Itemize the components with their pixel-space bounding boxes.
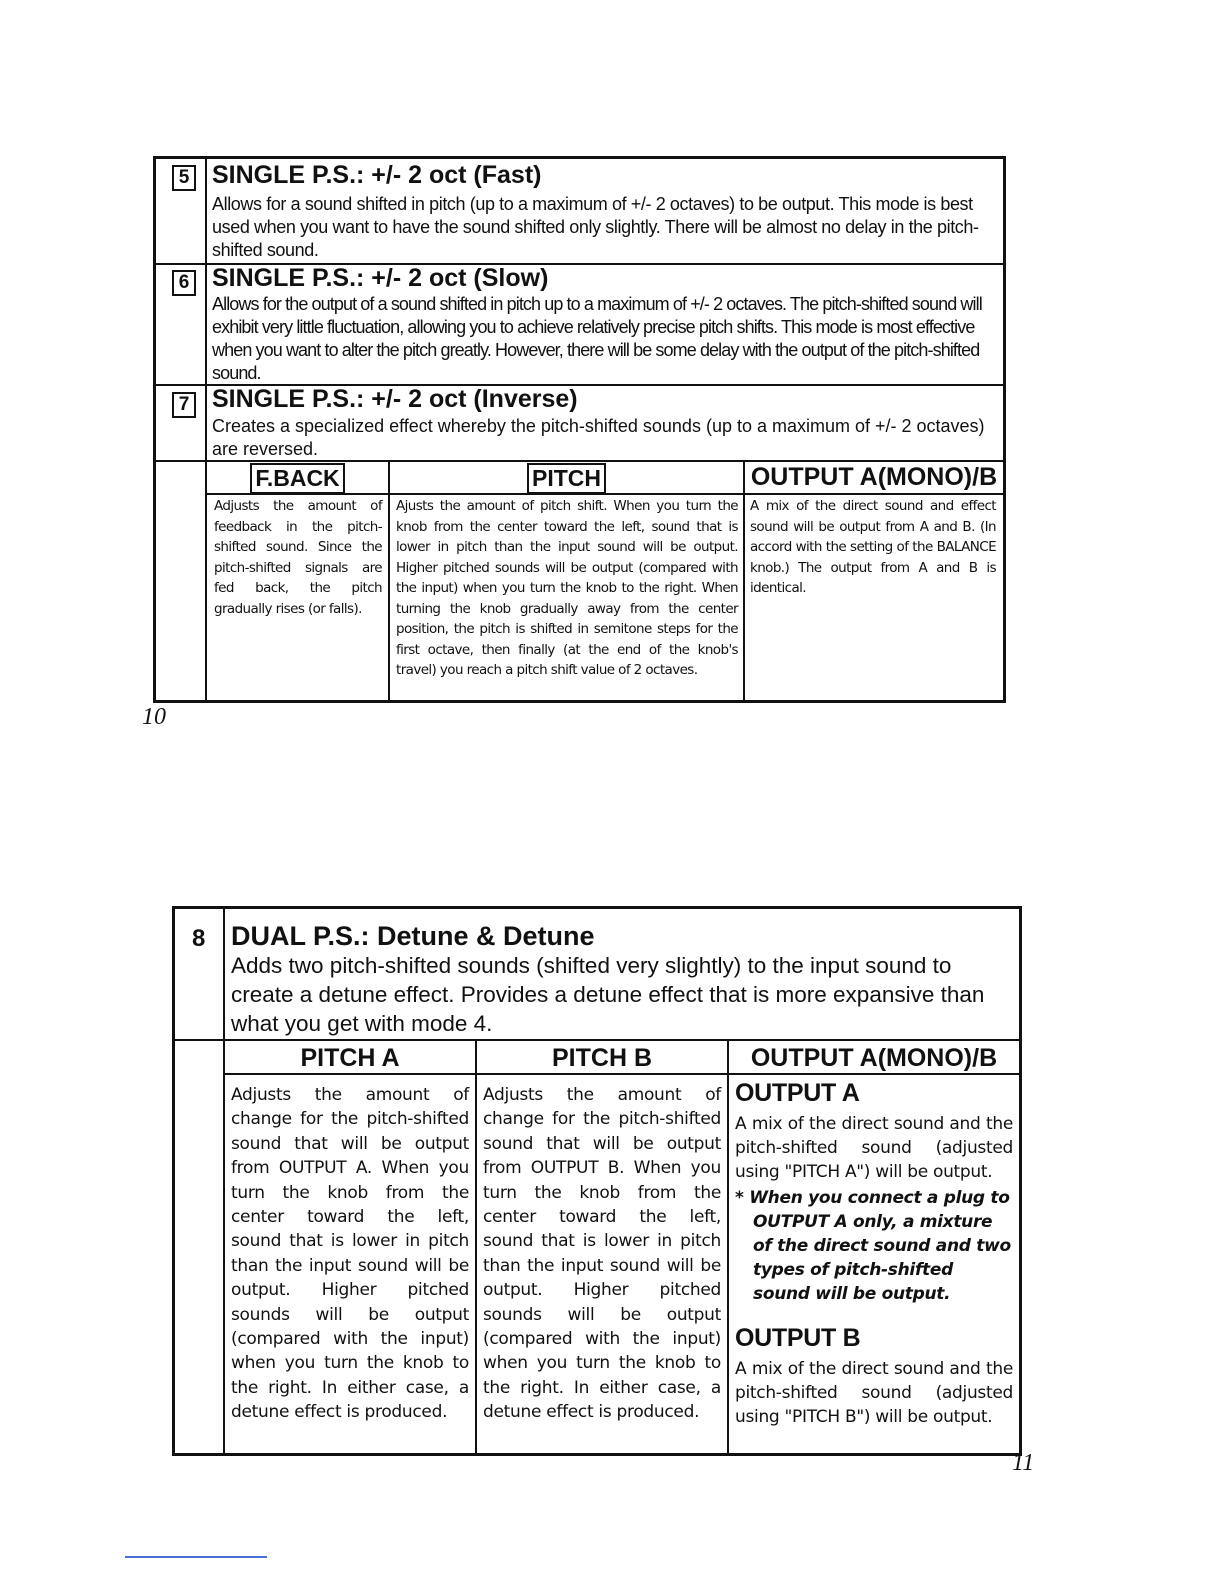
column-header-pitch-b	[477, 1044, 727, 1073]
mode-7-title: SINGLE P.S.: +/- 2 oct (Inverse)	[212, 385, 578, 413]
column-header-output	[729, 1044, 1019, 1073]
param-column-divider	[475, 1039, 477, 1453]
column-header-pitch-a	[225, 1044, 475, 1073]
mode-6-title: SINGLE P.S.: +/- 2 oct (Slow)	[212, 264, 549, 292]
column-text-fback: Adjusts the amount of feedback in the pitch-shifted sound. Since the pitch-shifted signals are fed back, the pitch gradually rises (or falls).	[214, 498, 382, 617]
mode-table-bottom	[172, 906, 1022, 1456]
column-text-output: A mix of the direct sound and effect sound will be output from A and B. (In accord with the setting of the BALANCE knob.) The output from A and B is identical.	[750, 498, 996, 596]
output-b-text: A mix of the direct sound and the pitch-shifted sound (adjusted using "PITCH B") will be output.	[735, 1359, 1013, 1427]
column-header-label: F.BACK	[250, 463, 344, 494]
column-header-label: PITCH	[527, 463, 606, 494]
number-column-divider	[223, 909, 225, 1453]
param-column-divider	[727, 1039, 729, 1453]
column-text-pitch-b: Adjusts the amount of change for the pitch-shifted sound that will be output from OUTPUT B. When you turn the knob from the center toward the left, sound that is lower in pitch than the input sound will be output. Higher pitched sounds will be output (compared with the input) when you turn the knob to the right. In either case, a detune effect is produced.	[483, 1085, 721, 1423]
mode-6-number: 6	[172, 270, 196, 296]
mode-6-description: Allows for the output of a sound shifted in pitch up to a maximum of +/- 2 octaves. The pitch-shifted sound will exhibit very little fluctuation, allowing you to achieve relatively precise pitch shifts. This mode is most effective when you want to alter the pitch greatly. However, there will be some delay with the output of the pitch-shifted sound.	[212, 294, 982, 383]
param-column-divider	[388, 460, 390, 700]
column-header-label: OUTPUT A(MONO)/B	[750, 1044, 998, 1072]
param-table-top-border	[175, 1039, 1019, 1041]
mode-8-description: Adds two pitch-shifted sounds (shifted very slightly) to the input sound to create a detune effect. Provides a detune effect that is more expansive than what you get with mode 4.	[231, 953, 985, 1036]
param-column-divider	[743, 460, 745, 700]
param-table-top-border	[156, 460, 1003, 462]
output-a-note: * When you connect a plug to OUTPUT A only, a mixture of the direct sound and two types of pitch-shifted sound will be output.	[735, 1188, 1011, 1304]
column-header-fback	[207, 463, 388, 494]
column-header-label: PITCH A	[300, 1044, 400, 1072]
column-text-pitch-a: Adjusts the amount of change for the pitch-shifted sound that will be output from OUTPUT A. When you turn the knob from the center toward the left, sound that is lower in pitch than the input sound will be output. Higher pitched sounds will be output (compared with the input) when you turn the knob to the right. In either case, a detune effect is produced.	[231, 1085, 469, 1423]
column-header-output	[745, 463, 1003, 492]
mode-table-top	[153, 156, 1006, 703]
output-b-heading: OUTPUT B	[735, 1324, 861, 1352]
page-number-left: 10	[142, 704, 166, 730]
mode-7-description: Creates a specialized effect whereby the pitch-shifted sounds (up to a maximum of +/- 2 octaves) are reversed.	[212, 416, 985, 459]
output-description	[735, 1079, 1013, 1429]
column-header-label: PITCH B	[552, 1044, 652, 1072]
output-a-heading: OUTPUT A	[735, 1079, 860, 1107]
column-header-pitch	[390, 463, 743, 494]
mode-5-title: SINGLE P.S.: +/- 2 oct (Fast)	[212, 161, 542, 189]
column-text-pitch: Ajusts the amount of pitch shift. When you turn the knob from the center toward the left, sound that is lower in pitch than the input sound will be output. Higher pitched sounds will be output (compared with the input) when you turn the knob to the right. When turning the knob gradually away from the center position, the pitch is shifted in semitone steps for the first octave, then finally (at the end of the knob's travel) you reach a pitch shift value of 2 octaves.	[396, 498, 738, 678]
mode-8-number: 8	[192, 925, 206, 952]
output-a-text: A mix of the direct sound and the pitch-shifted sound (adjusted using "PITCH A") will be output.	[735, 1114, 1013, 1182]
mode-5-number: 5	[172, 165, 196, 191]
decorative-rule	[125, 1556, 267, 1558]
column-header-label: OUTPUT A(MONO)/B	[750, 463, 998, 491]
number-column-divider	[205, 159, 207, 700]
mode-8-title: DUAL P.S.: Detune & Detune	[231, 921, 595, 951]
page-number-right: 11	[1012, 1450, 1035, 1476]
mode-7-number: 7	[172, 392, 196, 418]
mode-5-description: Allows for a sound shifted in pitch (up to a maximum of +/- 2 octaves) to be output. This mode is best used when you want to have the sound shifted only slightly. There will be almost no delay in the pitch-shifted sound.	[212, 194, 979, 260]
param-header-divider	[223, 1073, 1019, 1075]
